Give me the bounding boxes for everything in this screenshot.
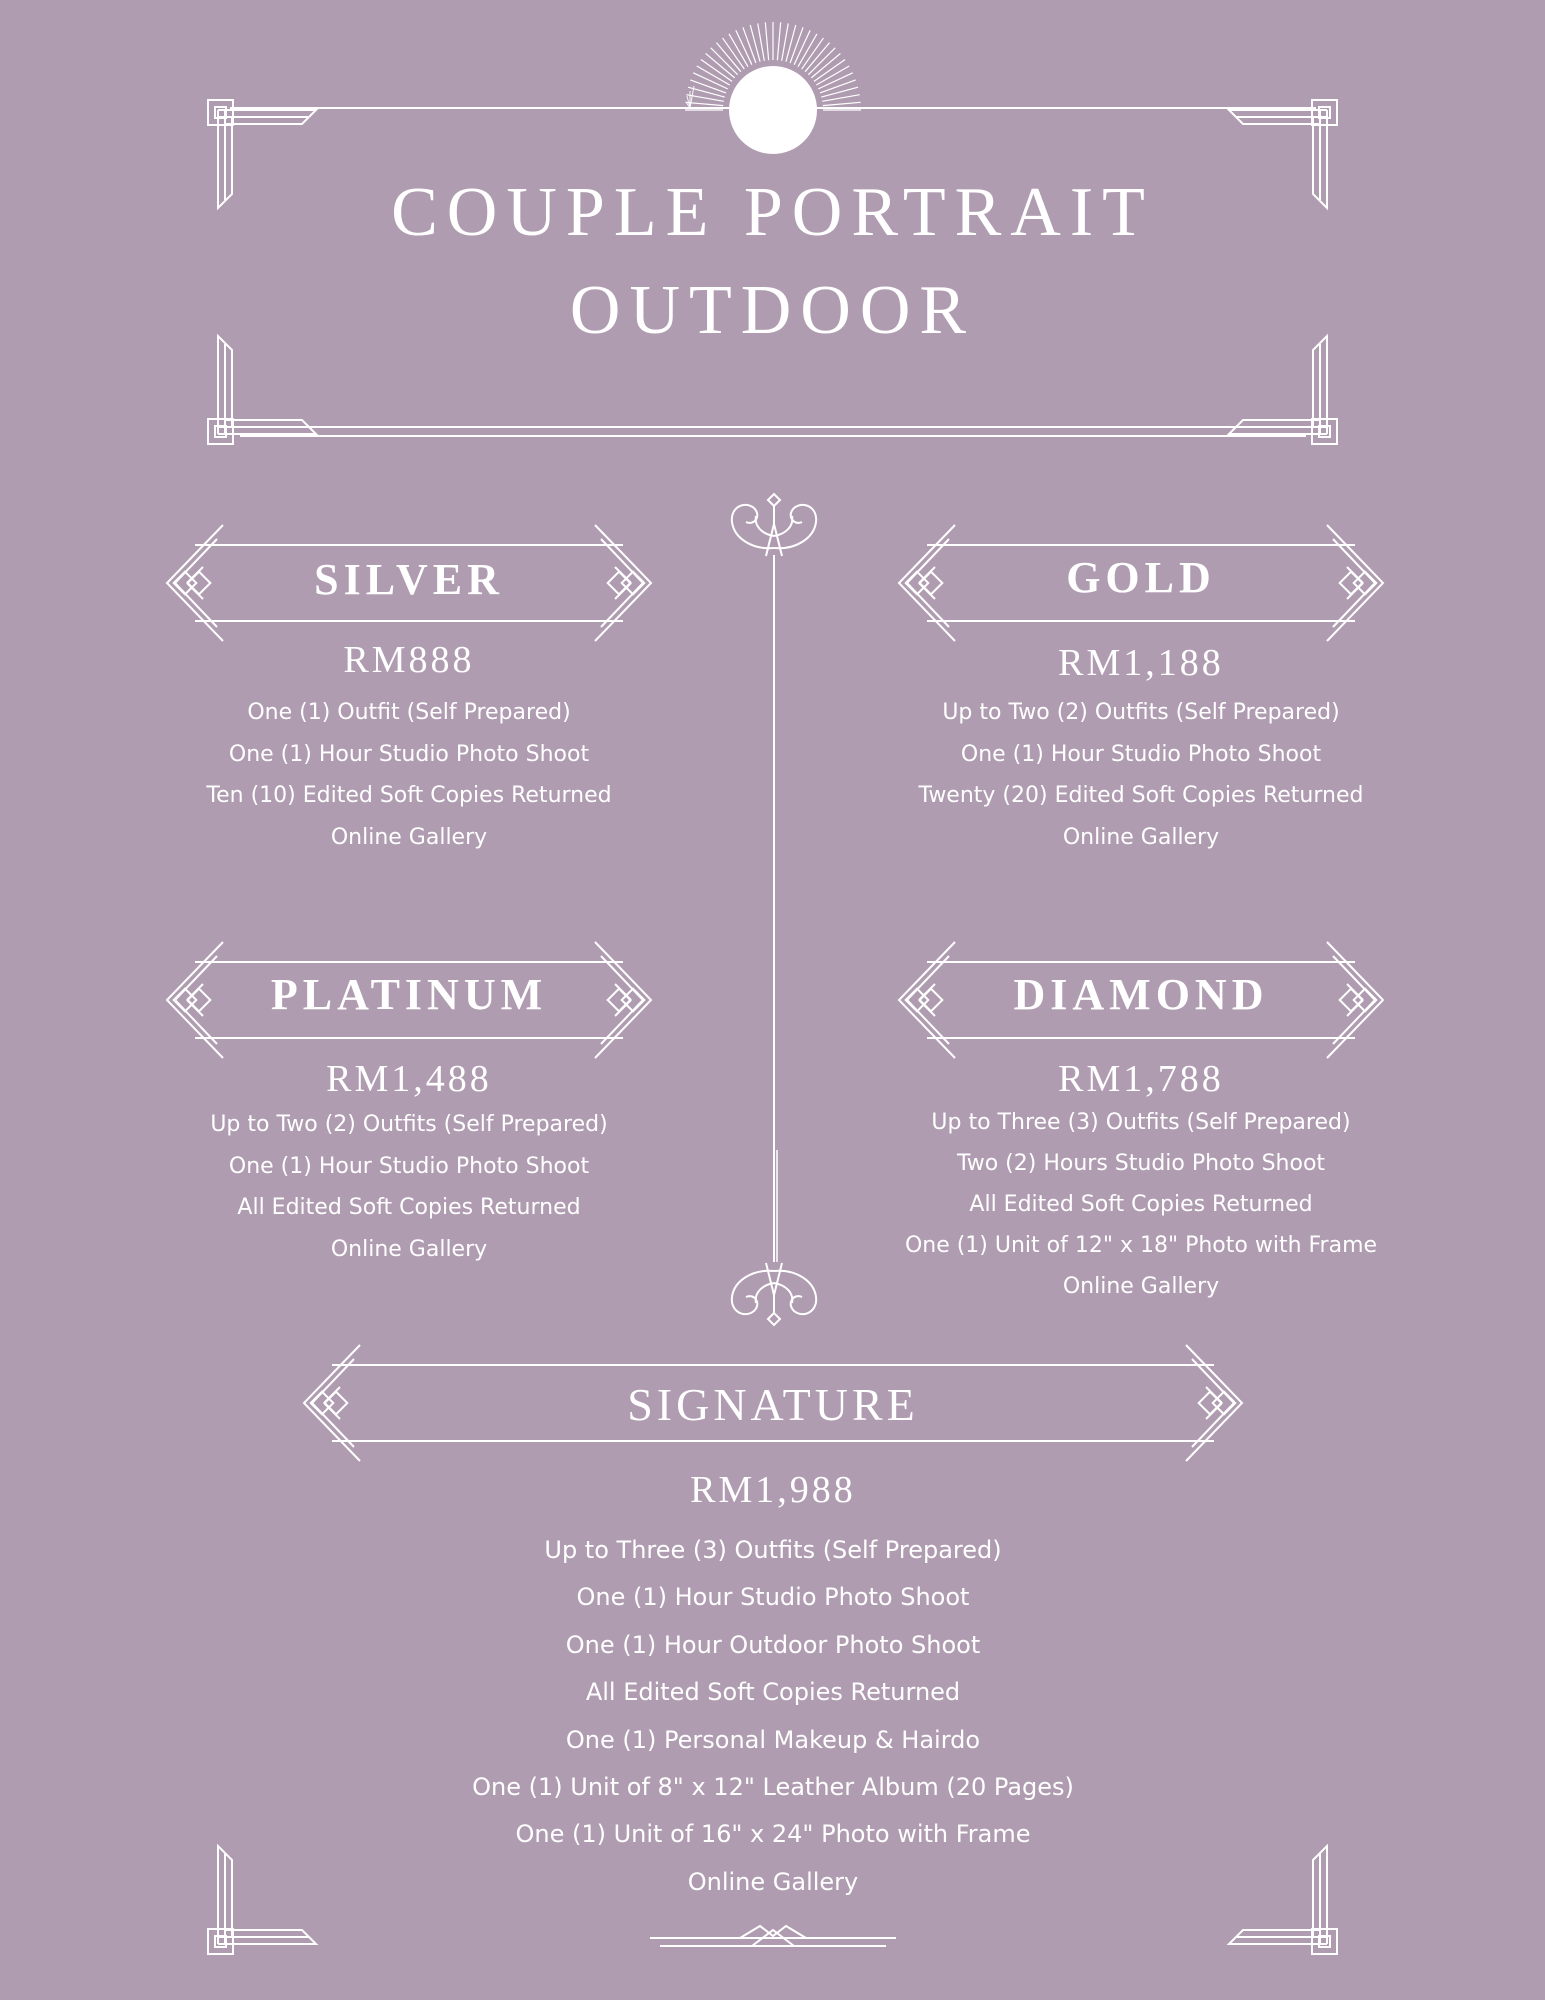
- feature-item: Up to Three (3) Outfits (Self Prepared): [544, 1536, 1002, 1564]
- package-features: [897, 1102, 1385, 1307]
- feature-item: Two (2) Hours Studio Photo Shoot: [956, 1151, 1326, 1176]
- package-name: SILVER: [314, 555, 504, 604]
- feature-item: Online Gallery: [1062, 824, 1220, 850]
- package-features: [165, 1104, 653, 1271]
- feature-item: One (1) Hour Studio Photo Shoot: [960, 741, 1322, 767]
- feature-item: All Edited Soft Copies Returned: [969, 1192, 1313, 1217]
- feature-item: One (1) Unit of 12" x 18" Photo with Frame: [904, 1233, 1378, 1258]
- page-title-line-2: OUTDOOR: [569, 272, 976, 349]
- feature-item: One (1) Unit of 16" x 24" Photo with Frame: [515, 1820, 1031, 1849]
- feature-item: Ten (10) Edited Soft Copies Returned: [206, 783, 612, 808]
- feature-item: One (1) Unit of 8" x 12" Leather Album (20 Pages): [472, 1773, 1074, 1802]
- package-price: RM1,788: [1058, 1058, 1224, 1100]
- feature-item: Online Gallery: [330, 824, 488, 850]
- package-features: [897, 692, 1385, 858]
- feature-item: One (1) Hour Studio Photo Shoot: [576, 1583, 970, 1612]
- sun-ray: [743, 27, 756, 63]
- feature-item: Twenty (20) Edited Soft Copies Returned: [918, 783, 1364, 808]
- feature-item: One (1) Hour Outdoor Photo Shoot: [565, 1630, 981, 1659]
- package-name: DIAMOND: [1013, 970, 1269, 1019]
- sun-ray: [777, 22, 780, 60]
- feature-item: All Edited Soft Copies Returned: [237, 1195, 581, 1221]
- package-name: SIGNATURE: [627, 1379, 919, 1430]
- package-price: RM1,988: [690, 1469, 856, 1511]
- feature-item: Online Gallery: [330, 1237, 488, 1263]
- feature-item: Up to Three (3) Outfits (Self Prepared): [931, 1110, 1351, 1135]
- feature-item: Online Gallery: [687, 1867, 859, 1896]
- page-title-line-1: COUPLE PORTRAIT: [391, 174, 1154, 251]
- package-price: RM888: [343, 639, 475, 681]
- feature-item: Up to Two (2) Outfits (Self Prepared): [942, 700, 1340, 725]
- sun-ray: [765, 22, 768, 60]
- package-features: [165, 692, 653, 858]
- package-price: RM1,188: [1058, 642, 1224, 684]
- feature-item: One (1) Outfit (Self Prepared): [247, 700, 571, 725]
- feature-item: One (1) Hour Studio Photo Shoot: [228, 1153, 590, 1179]
- sun-ray: [790, 27, 803, 63]
- feature-item: All Edited Soft Copies Returned: [585, 1678, 961, 1707]
- feature-item: One (1) Hour Studio Photo Shoot: [228, 741, 590, 767]
- package-price: RM1,488: [326, 1058, 492, 1100]
- package-name: PLATINUM: [270, 970, 548, 1019]
- feature-item: Up to Two (2) Outfits (Self Prepared): [210, 1112, 608, 1137]
- sun-ray: [690, 80, 726, 93]
- feature-item: One (1) Personal Makeup & Hairdo: [565, 1725, 981, 1754]
- package-features: [302, 1527, 1244, 1906]
- sun-ray: [820, 80, 856, 93]
- sun-ray: [823, 102, 861, 105]
- package-name: GOLD: [1066, 553, 1216, 602]
- feature-item: Online Gallery: [1062, 1274, 1220, 1299]
